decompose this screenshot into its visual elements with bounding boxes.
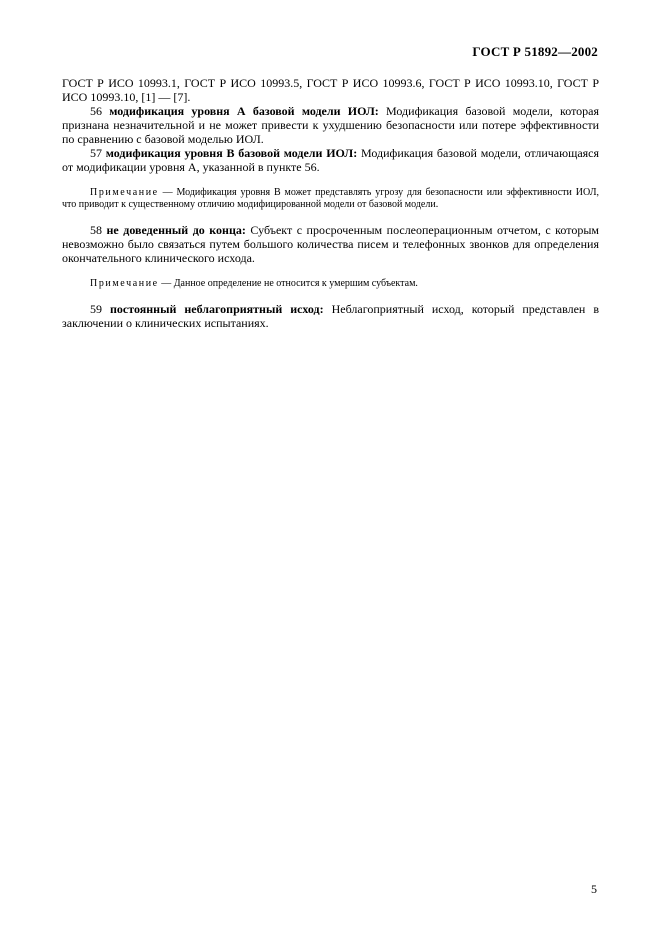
definition-58 (62, 223, 599, 265)
document-code-header: ГОСТ Р 51892—2002 (472, 44, 598, 59)
intro-references: ГОСТ Р ИСО 10993.1, ГОСТ Р ИСО 10993.5, ГОСТ Р ИСО 10993.6, ГОСТ Р ИСО 10993.10, ГОСТ Р ИСО 10993.10, [1] — [7]. (62, 76, 599, 104)
definition-text: Модификация базовой модели, которая признана незначительной и не может привести к ухудшению безопасности или потере эффективности по сравнению с базовой моделью ИОЛ. (62, 104, 600, 146)
definition-56 (62, 104, 599, 146)
definition-57 (62, 146, 599, 174)
page-number: 5 (591, 882, 597, 896)
definition-number: 59 (90, 302, 102, 316)
definition-59 (62, 302, 599, 330)
note-58 (62, 278, 599, 290)
definition-term: постоянный неблагоприятный исход: (110, 302, 324, 316)
note-label: Примечание (90, 278, 159, 289)
definition-number: 56 (90, 104, 102, 118)
definition-term: модификация уровня В базовой модели ИОЛ: (105, 146, 358, 160)
note-text: — Модификация уровня В может представлять угрозу для безопасности или эффективности ИОЛ, что приводит к существенному отличию модифицированной модели от базовой модели. (62, 187, 599, 210)
definition-term: модификация уровня А базовой модели ИОЛ: (109, 104, 379, 118)
note-57 (62, 187, 599, 211)
definition-term: не доведенный до конца: (106, 223, 246, 237)
note-text: — Данное определение не относится к умершим субъектам. (161, 278, 418, 289)
definition-text: Субъект с просроченным послеоперационным отчетом, с которым невозможно было связаться путем большого количества писем и телефонных звонков для определения окончательного клинического исхода. (62, 223, 599, 265)
note-label: Примечание (90, 187, 159, 198)
definition-text: Неблагоприятный исход, который представлен в заключении о клинических испытаниях. (62, 302, 600, 330)
definition-number: 58 (90, 223, 102, 237)
document-body (62, 76, 599, 330)
definition-number: 57 (90, 146, 102, 160)
definition-text: Модификация базовой модели, отличающаяся от модификации уровня А, указанной в пункте 56. (62, 146, 600, 174)
